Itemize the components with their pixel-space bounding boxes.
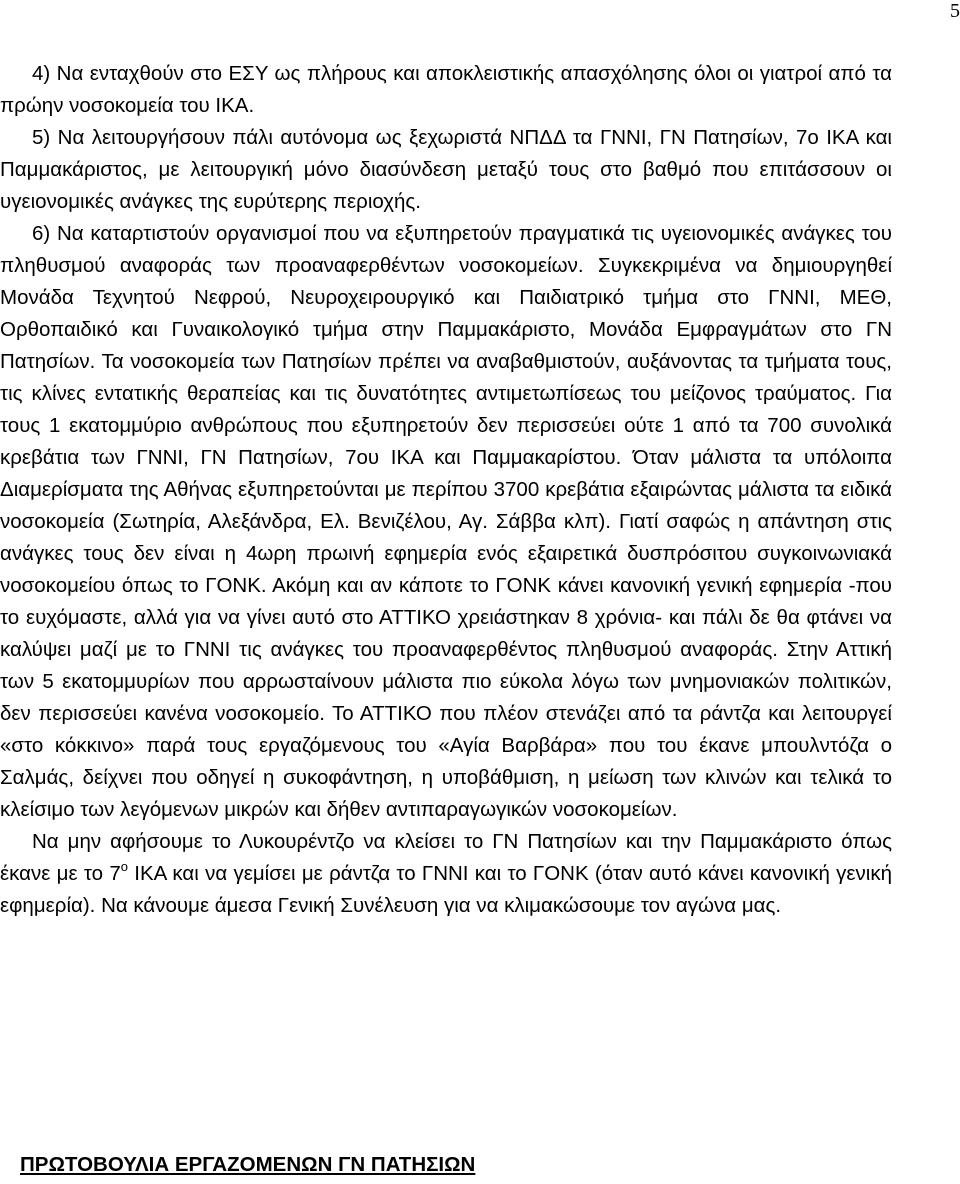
paragraph-item-4: 4) Να ενταχθούν στο ΕΣΥ ως πλήρους και αποκλειστικής απασχόλησης όλοι οι γιατροί από τα πρώην νοσοκομεία του ΙΚΑ. xyxy=(0,62,892,117)
closing-paragraph xyxy=(0,826,892,922)
paragraph-item-5: 5) Να λειτουργήσουν πάλι αυτόνομα ως ξεχωριστά ΝΠΔΔ τα ΓΝΝΙ, ΓΝ Πατησίων, 7ο ΙΚΑ και Παμμακάριστος, με λειτουργική μόνο διασύνδεση μεταξύ τους στο βαθμό που επιτάσσουν οι υγειονομικές ανάγκες της ευρύτερης περιοχής. xyxy=(0,126,892,213)
body-text xyxy=(0,58,892,922)
closing-text-part-1: Να μην αφήσουμε το Λυκουρέντζο να κλείσει το ΓΝ Πατησίων και την Παμμακάριστο όπως έκανε με το 7 xyxy=(0,830,892,885)
signature-heading: ΠΡΩΤΟΒΟΥΛΙΑ ΕΡΓΑΖΟΜΕΝΩΝ ΓΝ ΠΑΤΗΣΙΩΝ xyxy=(20,1153,476,1176)
ordinal-superscript: ο xyxy=(120,859,128,874)
closing-text-part-2: ΙΚΑ και να γεμίσει με ράντζα το ΓΝΝΙ και το ΓΟΝΚ (όταν αυτό κάνει κανονική γενική εφημερία). Να κάνουμε άμεσα Γενική Συνέλευση για να κλιμακώσουμε τον αγώνα μας. xyxy=(0,862,892,917)
page-number: 5 xyxy=(950,0,960,22)
paragraph-item-6: 6) Να καταρτιστούν οργανισμοί που να εξυπηρετούν πραγματικά τις υγειονομικές ανάγκες του πληθυσμού αναφοράς των προαναφερθέντων νοσοκομείων. Συγκεκριμένα να δημιουργηθεί Μονάδα Τεχνητού Νεφρού, Νευροχειρουργικό και Παιδιατρικό τμήμα στο ΓΝΝΙ, ΜΕΘ, Ορθοπαιδικό και Γυναικολογικό τμήμα στην Παμμακάριστο, Μονάδα Εμφραγμάτων στο ΓΝ Πατησίων. Τα νοσοκομεία των Πατησίων πρέπει να αναβαθμιστούν, αυξάνοντας τα τμήματα τους, τις κλίνες εντατικής θεραπείας και τις δυνατότητες αντιμετωπίσεως του μείζονος τραύματος. Για τους 1 εκατομμύριο ανθρώπους που εξυπηρετούν δεν περισσεύει ούτε 1 από τα 700 συνολικά κρεβάτια των ΓΝΝΙ, ΓΝ Πατησίων, 7ου ΙΚΑ και Παμμακαρίστου. Όταν μάλιστα τα υπόλοιπα Διαμερίσματα της Αθήνας εξυπηρετούνται με περίπου 3700 κρεβάτια εξαιρώντας μάλιστα τα ειδικά νοσοκομεία (Σωτηρία, Αλεξάνδρα, Ελ. Βενιζέλου, Αγ. Σάββα κλπ). Γιατί σαφώς η απάντηση στις ανάγκες τους δεν είναι η 4ωρη πρωινή εφημερία ενός εξαιρετικά δυσπρόσιτου συγκοινωνιακά νοσοκομείου όπως το ΓΟΝΚ. Ακόμη και αν κάποτε το ΓΟΝΚ κάνει κανονική γενική εφημερία -που το ευχόμαστε, αλλά για να γίνει αυτό στο ΑΤΤΙΚΟ χρειάστηκαν 8 χρόνια- και πάλι δε θα φτάνει να καλύψει μαζί με το ΓΝΝΙ τις ανάγκες του προαναφερθέντος πληθυσμού αναφοράς. Στην Αττική των 5 εκατομμυρίων που αρρωσταίνουν μάλιστα πιο εύκολα λόγω των μνημονιακών πολιτικών, δεν περισσεύει κανένα νοσοκομείο. Το ΑΤΤΙΚΟ που πλέον στενάζει από τα ράντζα και λειτουργεί «στο κόκκινο» παρά τους εργαζόμενους του «Αγία Βαρβάρα» που του έκανε μπουλντόζα ο Σαλμάς, δείχνει που οδηγεί η συκοφάντηση, η υποβάθμιση, η μείωση των κλινών και τελικά το κλείσιμο των λεγόμενων μικρών και δήθεν αντιπαραγωγικών νοσοκομείων. xyxy=(0,222,892,821)
